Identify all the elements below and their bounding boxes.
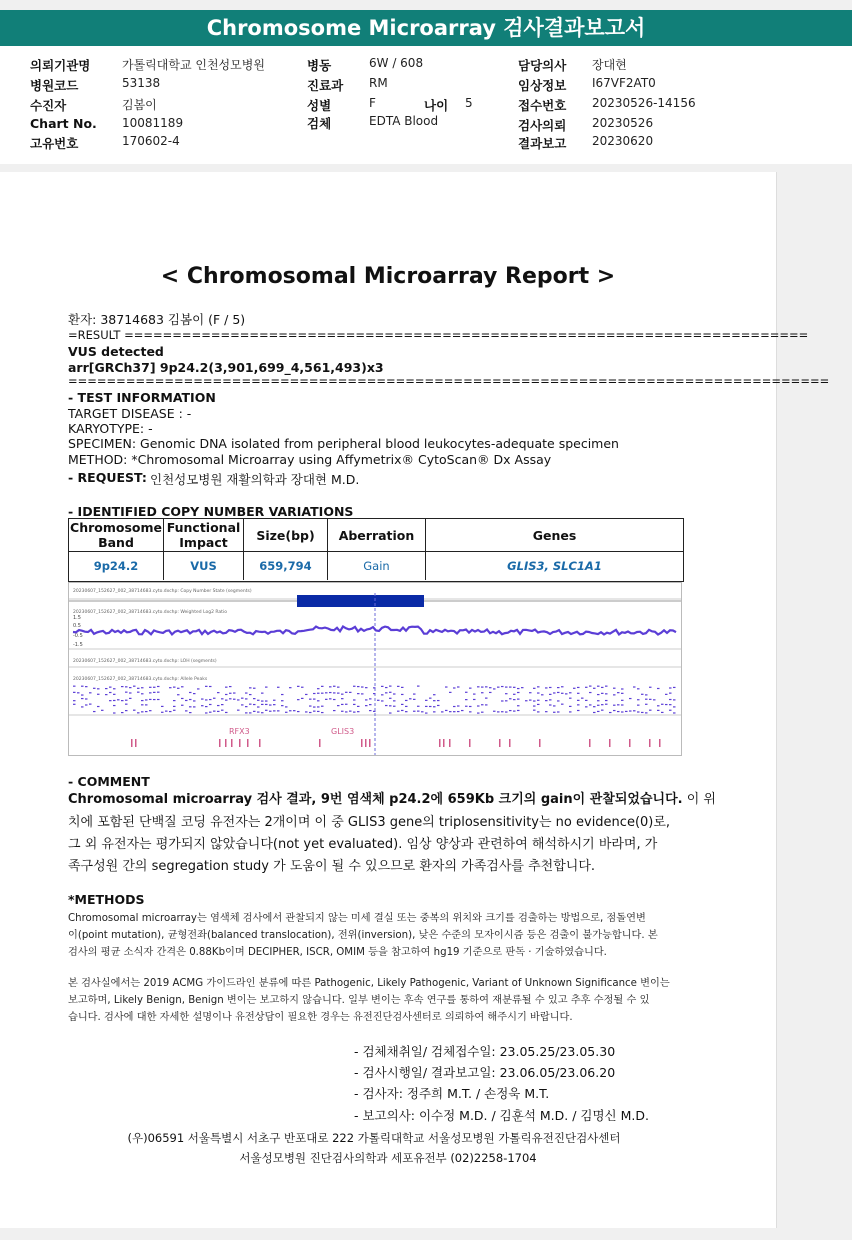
td-genes: GLIS3, SLC1A1 (507, 559, 602, 573)
td-impact: VUS (164, 552, 244, 580)
sig-doctors: - 보고의사: 이수정 M.D. / 김훈석 M.D. / 김명신 M.D. (354, 1108, 649, 1123)
td-aberration: Gain (328, 552, 426, 580)
footer-address: (우)06591 서울특별시 서초구 반포대로 222 가톨릭대학교 서울성모병원 가톨릭유전진단검사센터 (127, 1131, 621, 1145)
doctor-value: 장대현 (592, 58, 627, 72)
comment-bold: Chromosomal microarray 검사 결과, 9번 염색체 p24.2에 659Kb 크기의 gain이 관찰되었습니다. (68, 792, 683, 807)
comment-l1: 이 위 (682, 792, 716, 807)
track-label-3: 20230607_152627_002_38714683.cyto.dxchp: LOH (segments) (73, 659, 217, 664)
methods-l6: 습니다. 검사에 대한 자세한 설명이나 유전상담이 필요한 경우는 유전진단검사센터로 의뢰하여 해주시기 바랍니다. (68, 1012, 573, 1023)
sex-value: F (369, 96, 376, 110)
test-info-heading: - TEST INFORMATION (68, 390, 216, 405)
svg-text:-0.5: -0.5 (73, 633, 83, 639)
ward-value: 6W / 608 (369, 56, 424, 70)
td-size: 659,794 (244, 552, 328, 580)
td-band: 9p24.2 (69, 552, 164, 580)
receipt-value: 20230526-14156 (592, 96, 696, 110)
request-label: 검사의뢰 (518, 118, 567, 133)
cnv-heading: - IDENTIFIED COPY NUMBER VARIATIONS (68, 504, 354, 519)
vus-detected: VUS detected (68, 344, 164, 359)
gain-segment (297, 595, 424, 607)
request-value: 20230526 (592, 116, 654, 130)
th-aberration: Aberration (328, 519, 426, 551)
institution-value: 가톨릭대학교 인천성모병원 (122, 58, 265, 72)
request-heading: - REQUEST: (68, 470, 147, 485)
chart-label: Chart No. (30, 116, 97, 131)
report-date-value: 20230620 (592, 134, 654, 148)
receipt-label: 접수번호 (518, 98, 567, 113)
ward-label: 병동 (307, 58, 332, 73)
sig-dates-1: - 검체채취일/ 검체접수일: 23.05.25/23.05.30 (354, 1044, 616, 1059)
sex-label: 성별 (307, 98, 332, 113)
hospital-code-value: 53138 (122, 76, 161, 90)
methods-heading: *METHODS (68, 892, 145, 907)
svg-text:1.5: 1.5 (73, 615, 81, 621)
sig-testers: - 검사자: 정주희 M.T. / 손정욱 M.T. (354, 1086, 550, 1101)
dept-label: 진료과 (307, 78, 344, 93)
report-title: < Chromosomal Microarray Report > (160, 264, 616, 289)
separator-line: =============================================================================== (68, 374, 830, 388)
clinical-value: I67VF2AT0 (592, 76, 656, 90)
footer-dept: 서울성모병원 진단검사의학과 세포유전부 (02)2258-1704 (239, 1151, 537, 1165)
gene-glis3: GLIS3 (331, 727, 355, 736)
methods-l3: 검사의 평균 소식자 간격은 0.88Kb이며 DECIPHER, ISCR, OMIM 등을 참고하여 hg19 기준으로 판독 · 기술하였습니다. (68, 947, 607, 958)
methods-l1: Chromosomal microarray는 염색체 검사에서 관찰되지 않는 미세 결실 또는 중복의 위치와 크기를 검출하는 방법으로, 점돌연변 (68, 913, 646, 924)
methods-l4: 본 검사실에서는 2019 ACMG 가이드라인 분류에 따른 Pathogenic, Likely Pathogenic, Variant of Unknown Significance 변이는 (68, 978, 670, 989)
svg-text:0.5: 0.5 (73, 623, 81, 629)
th-impact: Functional Impact (164, 519, 244, 551)
patient-line: 환자: 38714683 김봄이 (F / 5) (68, 312, 246, 327)
dept-value: RM (369, 76, 388, 90)
comment-heading: - COMMENT (68, 774, 150, 789)
th-genes: Genes (532, 527, 577, 543)
th-size: Size(bp) (244, 519, 328, 551)
methods-l2: 이(point mutation), 균형전좌(balanced translocation), 전위(inversion), 낮은 수준의 모자이시즘 등은 검출이 불가능합니다. 본 (68, 930, 658, 941)
patient-header (0, 46, 852, 164)
unique-label: 고유번호 (30, 136, 79, 151)
method-line: METHOD: *Chromosomal Microarray using Affymetrix® CytoScan® Dx Assay (68, 452, 552, 467)
request-value: 인천성모병원 재활의학과 장대현 M.D. (150, 472, 360, 487)
th-band: Chromosome Band (69, 519, 164, 551)
comment-l3: 그 외 유전자는 평가되지 않았습니다(not yet evaluated). 임상 양상과 관련하여 해석하시기 바라며, 가 (68, 837, 658, 852)
patient-label: 수진자 (30, 98, 67, 113)
age-value: 5 (465, 96, 473, 110)
gene-rfx3: RFX3 (229, 727, 250, 736)
microarray-svg (69, 583, 681, 755)
clinical-label: 임상정보 (518, 78, 567, 93)
methods-l5: 보고하며, Likely Benign, Benign 변이는 보고하지 않습니다. 일부 변이는 후속 연구를 통하여 재분류될 수 있고 추후 수정될 수 있 (68, 995, 650, 1006)
cnv-table (68, 518, 684, 582)
arr-notation: arr[GRCh37] 9p24.2(3,901,699_4,561,493)x3 (68, 360, 384, 375)
chart-value: 10081189 (122, 116, 184, 130)
target-disease: TARGET DISEASE : - (68, 406, 192, 421)
track-label-1: 20230607_152627_002_38714683.cyto.dxchp: Copy Number State (segments) (73, 589, 252, 594)
result-separator: =RESULT ======================================================================= (68, 328, 809, 342)
report-paper (0, 172, 830, 1228)
karyotype: KARYOTYPE: - (68, 421, 153, 436)
unique-value: 170602-4 (122, 134, 180, 148)
specimen-label: 검체 (307, 116, 332, 131)
microarray-plot (68, 582, 682, 756)
specimen-value: EDTA Blood (369, 114, 439, 128)
svg-text:-1.5: -1.5 (73, 642, 83, 648)
comment-l4: 족구성원 간의 segregation study 가 도움이 될 수 있으므로 환자의 가족검사를 추천합니다. (68, 859, 596, 874)
comment-l2: 치에 포함된 단백질 코딩 유전자는 2개이며 이 중 GLIS3 gene의 triplosensitivity는 no evidence(0)로, (68, 815, 671, 830)
hospital-code-label: 병원코드 (30, 78, 79, 93)
doctor-label: 담당의사 (518, 58, 567, 73)
sig-dates-2: - 검사시행일/ 결과보고일: 23.06.05/23.06.20 (354, 1065, 616, 1080)
report-title-bar: Chromosome Microarray 검사결과보고서 (0, 10, 852, 46)
institution-label: 의뢰기관명 (30, 58, 91, 73)
age-label: 나이 (424, 98, 449, 113)
specimen-line: SPECIMEN: Genomic DNA isolated from peripheral blood leukocytes-adequate specimen (68, 436, 619, 451)
patient-value: 김봄이 (122, 98, 157, 112)
track-label-4: 20230607_152627_002_38714683.cyto.dxchp: Allele Peaks (73, 677, 208, 682)
track-label-2: 20230607_152627_002_38714683.cyto.dxchp: Weighted Log2 Ratio (73, 610, 227, 615)
report-date-label: 결과보고 (518, 136, 567, 151)
